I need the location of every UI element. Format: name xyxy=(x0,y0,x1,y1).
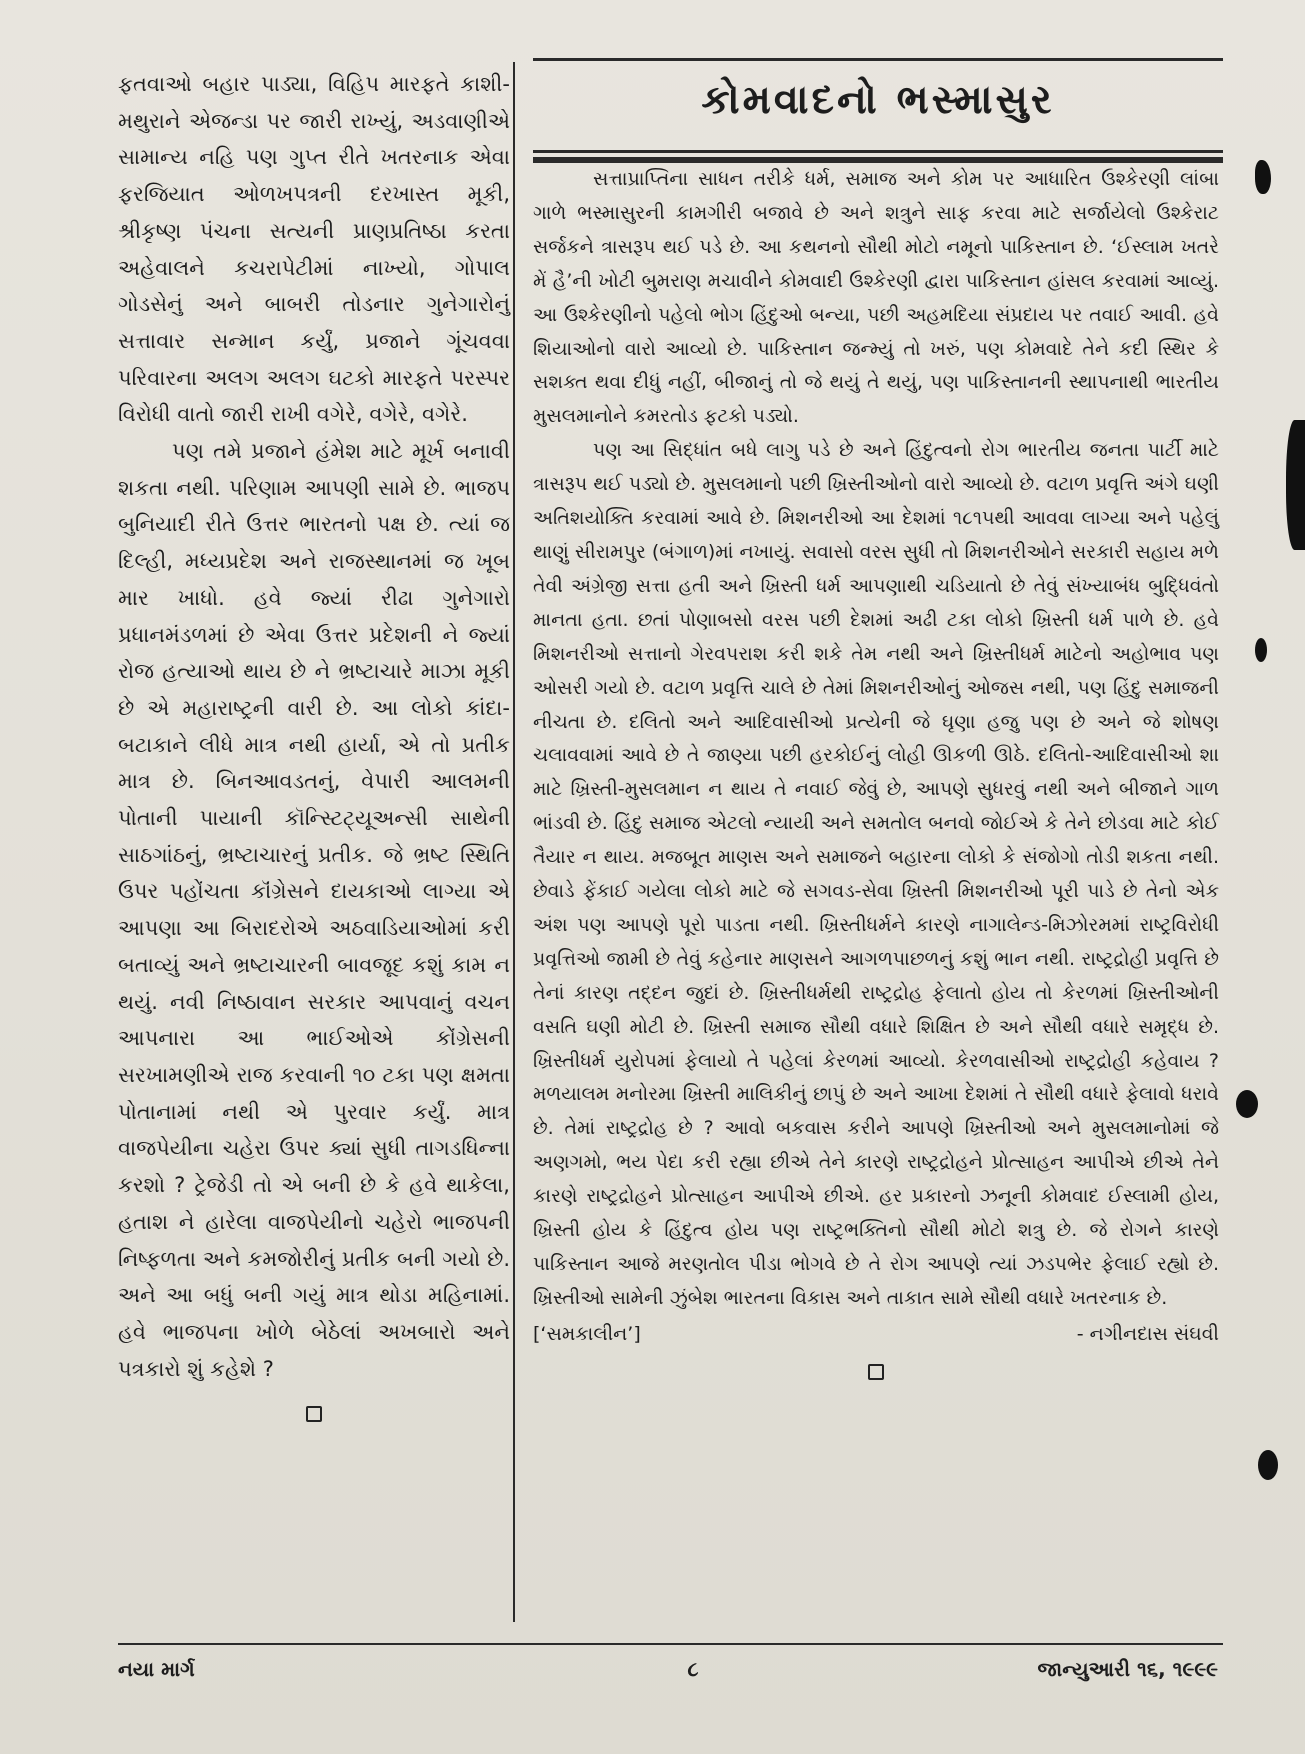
page-footer xyxy=(118,1657,1218,1693)
punch-hole-icon xyxy=(1236,1090,1258,1118)
author-name: - નગીનદાસ સંઘવી xyxy=(1076,1322,1219,1345)
top-rule xyxy=(533,58,1223,61)
title-rule-thin xyxy=(533,150,1223,153)
attribution-line xyxy=(533,1318,1219,1352)
article-paragraph-1: સત્તાપ્રાપ્તિના સાધન તરીકે ધર્મ, સમાજ અને કોમ પર આધારિત ઉશ્કેરણી લાંબા ગાળે ભસ્માસુરની કામગીરી બજાવે છે અને શત્રુને સાફ કરવા માટે સર્જાયેલો ઉશ્કેરાટ સર્જકને ત્રાસરૂપ થઈ પડે છે. આ કથનનો સૌથી મોટો નમૂનો પાકિસ્તાન છે. ‘ઈસ્લામ ખતરે મેં હૈ’ની ખોટી બુમરાણ મચાવીને કોમવાદી ઉશ્કેરણી દ્વારા પાકિસ્તાન હાંસલ કરવામાં આવ્યું. આ ઉશ્કેરણીનો પહેલો ભોગ હિંદુઓ બન્યા, પછી અહમદિયા સંપ્રદાય પર તવાઈ આવી. હવે શિયાઓનો વારો આવ્યો છે. પાકિસ્તાન જન્મ્યું તો ખરું, પણ કોમવાદે તેને કદી સ્થિર કે સશક્ત થવા દીધું નહીં, બીજાનું તો જે થયું તે થયું, પણ પાકિસ્તાનની સ્થાપનાથી ભારતીય મુસલમાનોને કમરતોડ ફટકો પડ્યો. xyxy=(533,168,1219,428)
end-of-article-box-icon xyxy=(118,1397,510,1434)
article-title: કોમવાદનો ભસ્માસુર xyxy=(701,77,1055,123)
article-body xyxy=(533,163,1219,1392)
end-of-article-box-icon xyxy=(533,1358,1219,1392)
publication-name: નયા માર્ગ xyxy=(118,1657,195,1681)
punch-hole-icon xyxy=(1258,1450,1278,1480)
column-divider xyxy=(513,62,515,1622)
left-paragraph-2: પણ તમે પ્રજાને હંમેશ માટે મૂર્ખ બનાવી શકતા નથી. પરિણામ આપણી સામે છે. ભાજપ બુનિયાદી રીતે ઉત્તર ભારતનો પક્ષ છે. ત્યાં જ દિલ્હી, મધ્યપ્રદેશ અને રાજસ્થાનમાં જ ખૂબ માર ખાધો. હવે જ્યાં રીઢા ગુનેગારો પ્રધાનમંડળમાં છે એવા ઉત્તર પ્રદેશની ને જ્યાં રોજ હત્યાઓ થાય છે ને ભ્રષ્ટાચારે માઝા મૂકી છે એ મહારાષ્ટ્રની વારી છે. આ લોકો કાંદા-બટાકાને લીધે માત્ર નથી હાર્યા, એ તો પ્રતીક માત્ર છે. બિનઆવડતનું, વેપારી આલમની પોતાની પાયાની કૉન્સ્ટિટ્યૂઅન્સી સાથેની સાઠગાંઠનું, ભ્રષ્ટાચારનું પ્રતીક. જે ભ્રષ્ટ સ્થિતિ ઉપર પહોંચતા કૉંગ્રેસને દાયકાઓ લાગ્યા એ આપણા આ બિરાદરોએ અઠવાડિયાઓમાં કરી બતાવ્યું અને ભ્રષ્ટાચારની બાવજૂદ કશું કામ ન થયું. નવી નિષ્ઠાવાન સરકાર આપવાનું વચન આપનારા આ ભાઈઓએ કોંગ્રેસની સરખામણીએ રાજ કરવાની ૧૦ ટકા પણ ક્ષમતા પોતાનામાં નથી એ પુરવાર કર્યું. માત્ર વાજપેયીના ચહેરા ઉપર ક્યાં સુધી તાગડધિન્ના કરશો ? ટ્રેજેડી તો એ બની છે કે હવે થાકેલા, હતાશ ને હારેલા વાજપેયીનો ચહેરો ભાજપની નિષ્ફળતા અને કમજોરીનું પ્રતીક બની ગયો છે. અને આ બધું બની ગયું માત્ર થોડા મહિનામાં. હવે ભાજપના ખોળે બેઠેલાં અખબારો અને પત્રકારો શું કહેશે ? xyxy=(118,439,510,1381)
torn-edge-mark xyxy=(1286,420,1305,550)
article-paragraph-2: પણ આ સિદ્ધાંત બધે લાગુ પડે છે અને હિંદુત્વનો રોગ ભારતીય જનતા પાર્ટી માટે ત્રાસરૂપ થઈ પડ્યો છે. મુસલમાનો પછી ખ્રિસ્તીઓનો વારો આવ્યો છે. વટાળ પ્રવૃત્તિ અંગે ઘણી અતિશયોક્તિ કરવામાં આવે છે. મિશનરીઓ આ દેશમાં ૧૮૧૫થી આવવા લાગ્યા અને પહેલું થાણું સીરામપુર (બંગાળ)માં નખાયું. સવાસો વરસ સુધી તો મિશનરીઓને સરકારી સહાય મળે તેવી અંગ્રેજી સત્તા હતી અને ખ્રિસ્તી ધર્મ આપણાથી ચડિયાતો છે તેવું સંખ્યાબંધ બુદ્ધિવંતો માનતા હતા. છતાં પોણાબસો વરસ પછી દેશમાં અઢી ટકા લોકો ખ્રિસ્તી ધર્મ પાળે છે. હવે મિશનરીઓ સત્તાનો ગેરવપરાશ કરી શકે તેમ નથી અને ખ્રિસ્તીધર્મ માટેનો અહોભાવ પણ ઓસરી ગયો છે. વટાળ પ્રવૃત્તિ ચાલે છે તેમાં મિશનરીઓનું ઓજસ નથી, પણ હિંદુ સમાજની નીચતા છે. દલિતો અને આદિવાસીઓ પ્રત્યેની જે ઘૃણા હજુ પણ છે અને જે શોષણ ચલાવવામાં આવે છે તે જાણ્યા પછી હરકોઈનું લોહી ઊકળી ઊઠે. દલિતો-આદિવાસીઓ શા માટે ખ્રિસ્તી-મુસલમાન ન થાય તે નવાઈ જેવું છે, આપણે સુધરવું નથી અને બીજાને ગાળ ભાંડવી છે. હિંદુ સમાજ એટલો ન્યાયી અને સમતોલ બનવો જોઈએ કે તેને છોડવા માટે કોઈ તૈયાર ન થાય. મજબૂત માણસ અને સમાજને બહારના લોકો કે સંજોગો તોડી શકતા નથી. છેવાડે ફેંકાઈ ગયેલા લોકો માટે જે સગવડ-સેવા ખ્રિસ્તી મિશનરીઓ પૂરી પાડે છે તેનો એક અંશ પણ આપણે પૂરો પાડતા નથી. ખ્રિસ્તીધર્મને કારણે નાગાલેન્ડ-મિઝોરમમાં રાષ્ટ્રવિરોધી પ્રવૃત્તિઓ જામી છે તેવું કહેનાર માણસને આગળપાછળનું કશું ભાન નથી. રાષ્ટ્રદ્રોહી પ્રવૃત્તિ છે તેનાં કારણ તદ્દન જુદાં છે. ખ્રિસ્તીધર્મથી રાષ્ટ્રદ્રોહ ફેલાતો હોય તો કેરળમાં ખ્રિસ્તીઓની વસતિ ઘણી મોટી છે. ખ્રિસ્તી સમાજ સૌથી વધારે શિક્ષિત છે અને સૌથી વધારે સમૃદ્ધ છે. ખ્રિસ્તીધર્મ યુરોપમાં ફેલાયો તે પહેલાં કેરળમાં આવ્યો. કેરળવાસીઓ રાષ્ટ્રદ્રોહી કહેવાય ? મળયાલમ મનોરમા ખ્રિસ્તી માલિકીનું છાપું છે અને આખા દેશમાં તે સૌથી વધારે ફેલાવો ધરાવે છે. તેમાં રાષ્ટ્રદ્રોહ છે ? આવો બકવાસ કરીને આપણે ખ્રિસ્તીઓ અને મુસલમાનોમાં જે અણગમો, ભય પેદા કરી રહ્યા છીએ તેને કારણે રાષ્ટ્રદ્રોહને પ્રોત્સાહન આપીએ છીએ તેને કારણે રાષ્ટ્રદ્રોહને પ્રોત્સાહન આપીએ છીએ. હર પ્રકારનો ઝનૂની કોમવાદ ઈસ્લામી હોય, ખ્રિસ્તી હોય કે હિંદુત્વ હોય પણ રાષ્ટ્રભક્તિનો સૌથી મોટો શત્રુ છે. જે રોગને કારણે પાકિસ્તાન આજે મરણતોલ પીડા ભોગવે છે તે રોગ આપણે ત્યાં ઝડપભેર ફેલાઈ રહ્યો છે. ખ્રિસ્તીઓ સામેની ઝુંબેશ ભારતના વિકાસ અને તાકાત સામે સૌથી વધારે ખતરનાક છે. xyxy=(533,439,1219,1309)
punch-hole-icon xyxy=(1255,160,1271,194)
punch-hole-icon xyxy=(1255,638,1267,662)
source-credit: [‘સમકાલીન’] xyxy=(533,1322,641,1345)
issue-date: જાન્યુઆરી ૧૬, ૧૯૯૯ xyxy=(1037,1657,1218,1681)
footer-rule xyxy=(118,1643,1223,1645)
page-number: ૮ xyxy=(687,1657,699,1681)
left-paragraph-1: ફતવાઓ બહાર પાડ્યા, વિહિપ મારફતે કાશી-મથુરાને એજન્ડા પર જારી રાખ્યું, અડવાણીએ સામાન્ય નહિ પણ ગુપ્ત રીતે ખતરનાક એવા ફરજિયાત ઓળખપત્રની દરખાસ્ત મૂકી, શ્રીકૃષ્ણ પંચના સત્યની પ્રાણપ્રતિષ્ઠા કરતા અહેવાલને કચરાપેટીમાં નાખ્યો, ગોપાલ ગોડસેનું અને બાબરી તોડનાર ગુનેગારોનું સત્તાવાર સન્માન કર્યું, પ્રજાને ગૂંચવવા પરિવારના અલગ અલગ ઘટકો મારફતે પરસ્પર વિરોધી વાતો જારી રાખી વગેરે, વગેરે, વગેરે. xyxy=(118,72,510,427)
left-column xyxy=(118,66,510,1434)
